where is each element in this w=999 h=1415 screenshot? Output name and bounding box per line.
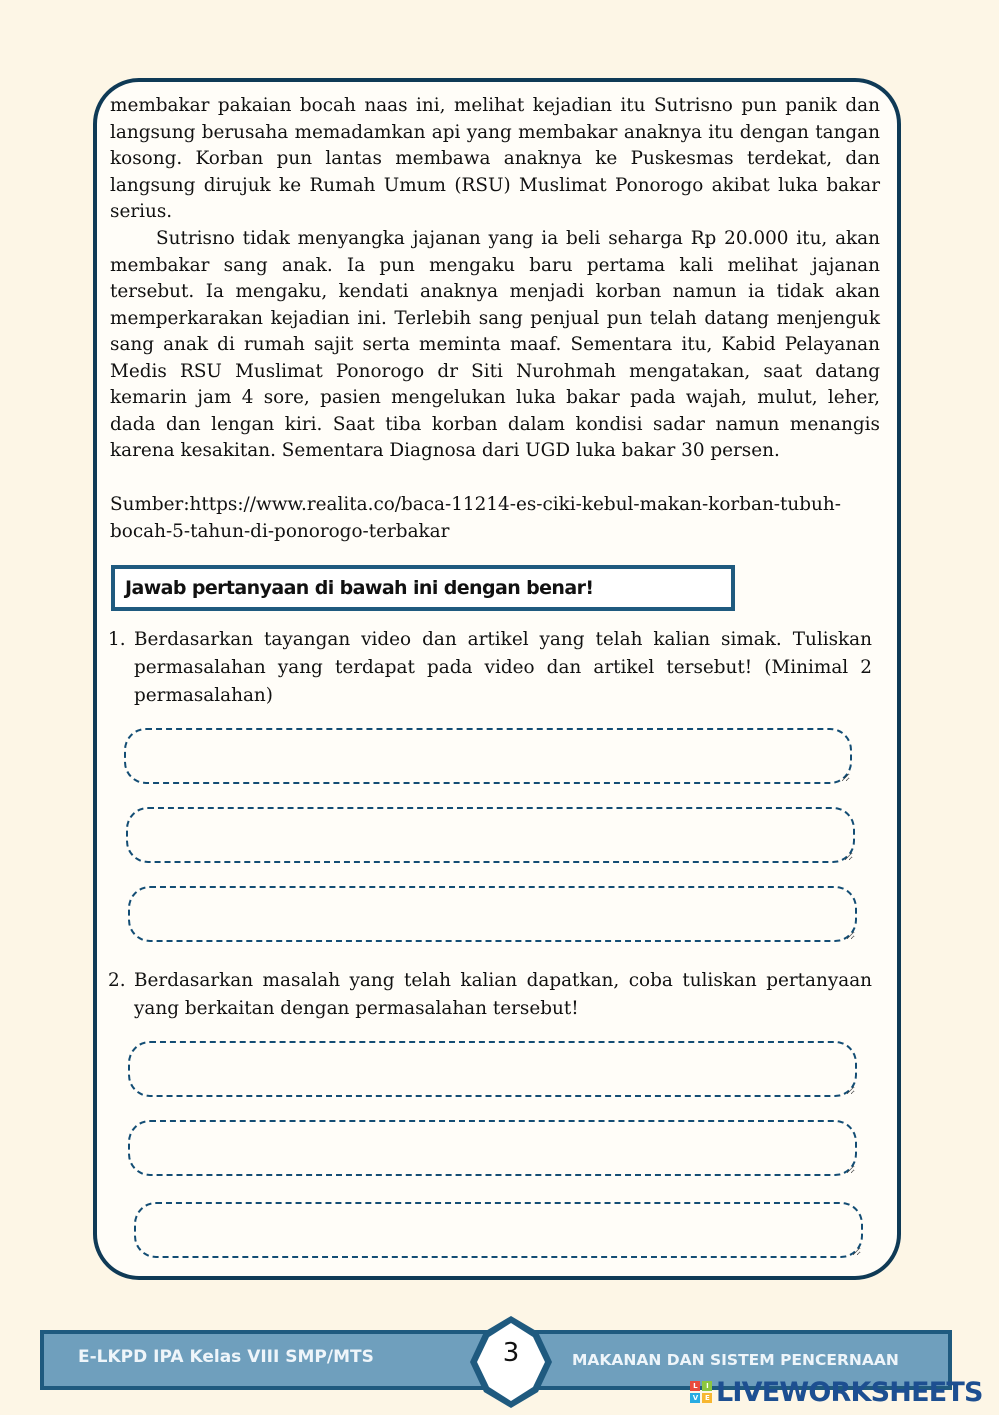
answer-2a-field[interactable] xyxy=(128,1041,857,1097)
page-number: 3 xyxy=(502,1338,520,1368)
question-1-text: Berdasarkan tayangan video dan artikel yang telah kalian simak. Tuliskan permasalahan yang terdapat pada video dan artikel tersebut! (Minimal 2 permasalahan) xyxy=(134,629,872,706)
question-1-number: 1. xyxy=(108,629,126,650)
answer-1a-field[interactable] xyxy=(124,728,852,784)
question-1 xyxy=(108,626,872,710)
answer-1c-field[interactable] xyxy=(128,886,857,942)
article-source xyxy=(110,492,880,545)
answer-2b-field[interactable] xyxy=(128,1120,857,1176)
footer-topic: MAKANAN DAN SISTEM PENCERNAAN xyxy=(572,1351,899,1369)
instruction-box: Jawab pertanyaan di bawah ini dengan benar! xyxy=(111,565,735,611)
liveworksheets-watermark xyxy=(690,1374,983,1410)
logo-letter-i: I xyxy=(702,1381,712,1391)
logo-letter-v: V xyxy=(690,1393,700,1403)
footer-title: E-LKPD IPA Kelas VIII SMP/MTS xyxy=(78,1347,374,1367)
answer-2c-field[interactable] xyxy=(134,1202,863,1258)
question-2 xyxy=(108,967,872,1023)
question-2-number: 2. xyxy=(108,970,126,991)
logo-letter-l: L xyxy=(690,1381,700,1391)
article-paragraph-1: membakar pakaian bocah naas ini, melihat kejadian itu Sutrisno pun panik dan langsung berusaha memadamkan api yang membakar anaknya itu dengan tangan kosong. Korban pun lantas membawa anaknya ke Puskesmas terdekat, dan langsung dirujuk ke Rumah Umum (RSU) Muslimat Ponorogo akibat luka bakar serius. xyxy=(110,95,880,222)
source-line-2: bocah-5-tahun-di-ponorogo-terbakar xyxy=(110,520,450,542)
source-line-1: Sumber:https://www.realita.co/baca-11214-es-ciki-kebul-makan-korban-tubuh- xyxy=(110,494,841,515)
article-paragraph-2: Sutrisno tidak menyangka jajanan yang ia beli seharga Rp 20.000 itu, akan membakar sang anak. Ia pun mengaku baru pertama kali melihat jajanan tersebut. Ia mengaku, kendati anaknya menjadi korban namun ia tidak akan memperkarakan kejadian ini. Terlebih sang penjual pun telah datang menjenguk sang anak di rumah sajit serta meminta maaf. Sementara itu, Kabid Pelayanan Medis RSU Muslimat Ponorogo dr Siti Nurohmah mengatakan, saat datang kemarin jam 4 sore, pasien mengelukan luka bakar pada wajah, mulut, leher, dada dan lengan kiri. Saat tiba korban dalam kondisi sadar namun menangis karena kesakitan. Sementara Diagnosa dari UGD luka bakar 30 persen. xyxy=(110,228,880,461)
liveworksheets-text: LIVEWORKSHEETS xyxy=(716,1376,983,1408)
question-2-text: Berdasarkan masalah yang telah kalian dapatkan, coba tuliskan pertanyaan yang berkaitan dengan permasalahan tersebut! xyxy=(134,970,872,1019)
answer-1b-field[interactable] xyxy=(126,807,855,863)
liveworksheets-logo xyxy=(690,1381,712,1403)
logo-letter-e: E xyxy=(702,1393,712,1403)
